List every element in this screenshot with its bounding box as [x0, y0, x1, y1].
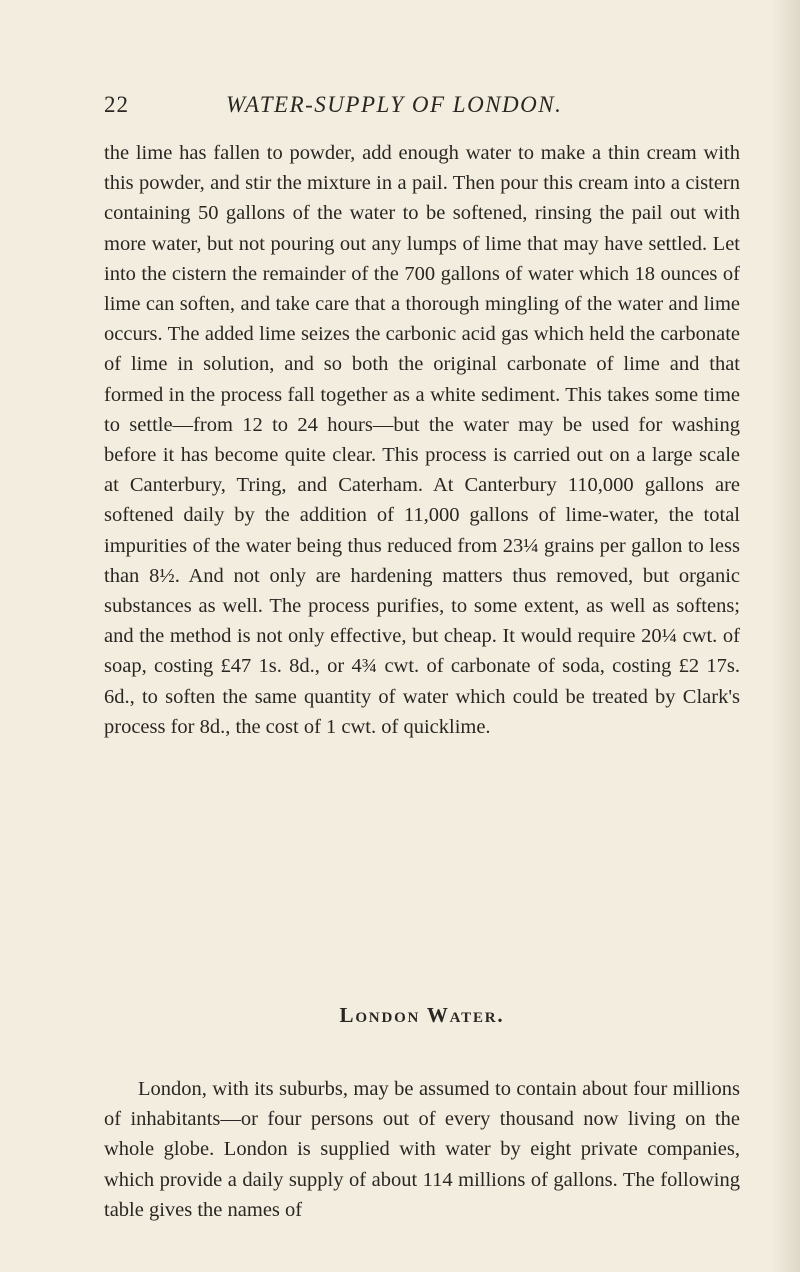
page-number: 22	[104, 92, 129, 117]
page-edge-shadow	[772, 0, 800, 1272]
section-heading-london-water: London Water.	[339, 1003, 505, 1027]
running-title: WATER-SUPPLY OF LONDON.	[226, 92, 563, 117]
paragraph-lime-softening: the lime has fallen to powder, add enough water to make a thin cream with this powder, and stir the mixture in a pail. Then pour this cream into a cistern containing 50 gallons of the water to be softened, rinsing the pail out with more water, but not pouring out any lumps of lime that may have settled. Let into the cistern the remainder of the 700 gallons of water which 18 ounces of lime can soften, and take care that a thorough mingling of the water and lime occurs. The added lime seizes the carbonic acid gas which held the carbonate of lime in solution, and so both the original carbonate of lime and that formed in the process fall together as a white sediment. This takes some time to settle—from 12 to 24 hours—but the water may be used for washing before it has become quite clear. This process is carried out on a large scale at Canterbury, Tring, and Caterham. At Canterbury 110,000 gallons are softened daily by the addition of 11,000 gallons of lime-water, the total impurities of the water being thus reduced from 23¼ grains per gallon to less than 8½. And not only are hardening matters thus removed, but organic substances as well. The process purifies, to some extent, as well as softens; and the method is not only effective, but cheap. It would require 20¼ cwt. of soap, costing £47 1s. 8d., or 4¾ cwt. of carbonate of soda, costing £2 17s. 6d., to soften the same quantity of water which could be treated by Clark's process for 8d., the cost of 1 cwt. of quicklime.	[104, 142, 740, 738]
paragraph-london-water: London, with its suburbs, may be assumed to contain about four millions of inhabitants—or four persons out of every thousand now living on the whole globe. London is supplied with water by eight private companies, which provide a daily supply of about 114 millions of gallons. The following table gives the names of	[104, 1078, 740, 1221]
running-header	[104, 92, 744, 126]
